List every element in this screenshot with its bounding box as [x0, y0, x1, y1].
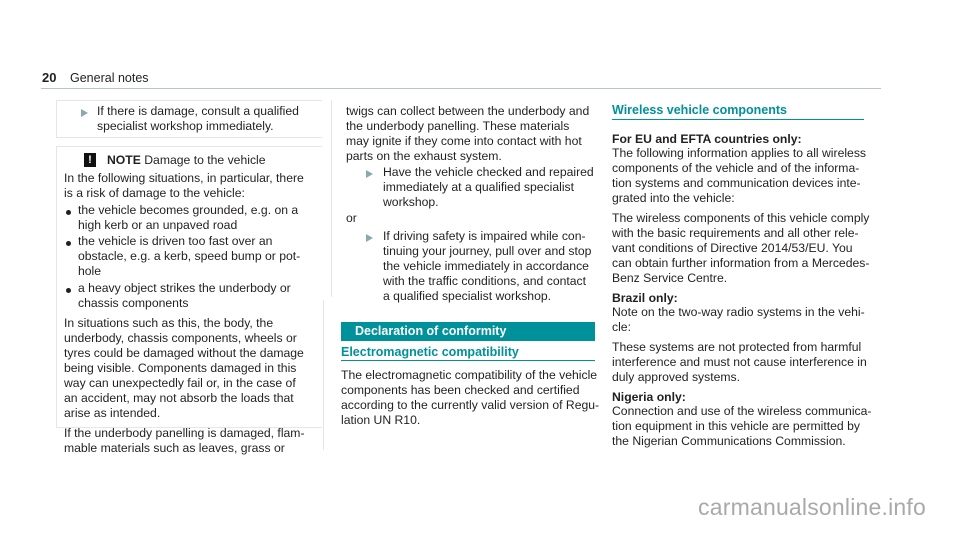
nigeria-heading: Nigeria only:: [612, 390, 686, 404]
emc-text: The electromagnetic compatibility of the vehicle: [341, 368, 598, 382]
eu-text: The wireless components of this vehicle comply: [612, 211, 870, 225]
note-paragraph-line: way can unexpectedly fail or, in the case of: [64, 376, 296, 390]
eu-heading: For EU and EFTA countries only:: [612, 132, 802, 146]
eu-text: vant conditions of Directive 2014/53/EU. You: [612, 241, 853, 255]
bullet-text: the vehicle is driven too fast over an: [78, 234, 273, 248]
note-paragraph-line: an accident, may not absorb the loads that: [64, 391, 294, 405]
section-title: Declaration of conformity: [355, 324, 507, 338]
step-text: immediately at a qualified specialist: [383, 180, 575, 194]
emc-text: components has been checked and certified: [341, 383, 580, 397]
eu-text: Benz Service Centre.: [612, 271, 728, 285]
note-paragraph-line: In situations such as this, the body, the: [64, 316, 274, 330]
warning-icon: !: [84, 153, 96, 167]
eu-text: grated into the vehicle:: [612, 191, 735, 205]
instruction-line: specialist workshop immediately.: [97, 119, 274, 133]
brazil-text: interference and must not cause interference in: [612, 355, 867, 369]
brazil-text: These systems are not protected from harmful: [612, 340, 862, 354]
wireless-section-title: Wireless vehicle components: [612, 103, 787, 117]
watermark-link[interactable]: carmanualsonline.info: [698, 494, 926, 520]
note-continuation-line: may ignite if they come into contact with hot: [346, 134, 582, 148]
nigeria-text: tion equipment in this vehicle are permitted by: [612, 419, 860, 433]
bullet-text: high kerb or an unpaved road: [78, 218, 238, 232]
nigeria-text: the Nigerian Communications Commission.: [612, 434, 846, 448]
step-text: a qualified specialist workshop.: [383, 289, 552, 303]
note-paragraph-line: mable materials such as leaves, grass or: [64, 441, 285, 455]
header-rule: [41, 88, 881, 89]
column-divider: [323, 300, 324, 450]
wireless-title-rule: [612, 119, 864, 120]
note-intro: In the following situations, in particular, there: [64, 171, 304, 185]
brazil-text: cle:: [612, 320, 631, 334]
note-paragraph-line: arise as intended.: [64, 406, 161, 420]
step-text: the vehicle immediately in accordance: [383, 259, 589, 273]
section-title-bar: [341, 322, 595, 341]
step-text: with the traffic conditions, and contact: [383, 274, 587, 288]
note-paragraph-line: being visible. Components damaged in this: [64, 361, 297, 375]
emc-text: according to the currently valid version of Regu-: [341, 398, 600, 412]
bullet-icon: [66, 288, 71, 293]
step-arrow-icon: [366, 170, 373, 178]
eu-text: can obtain further information from a Mercedes-: [612, 256, 870, 270]
bullet-icon: [66, 210, 71, 215]
note-heading: [107, 153, 266, 168]
note-paragraph-line: If the underbody panelling is damaged, flam-: [64, 426, 305, 440]
bullet-text: hole: [78, 264, 102, 278]
bullet-text: obstacle, e.g. a kerb, speed bump or pot-: [78, 249, 301, 263]
note-continuation-line: the underbody panelling. These materials: [346, 119, 570, 133]
note-continuation-line: twigs can collect between the underbody and: [346, 104, 590, 118]
step-text: tinuing your journey, pull over and stop: [383, 244, 592, 258]
step-text: workshop.: [383, 195, 439, 209]
step-text: If driving safety is impaired while con-: [383, 229, 586, 243]
note-heading-text: Damage to the vehicle: [144, 153, 266, 167]
nigeria-text: Connection and use of the wireless communica-: [612, 404, 872, 418]
note-continuation-bar: [331, 100, 332, 297]
step-arrow-icon: [366, 234, 373, 242]
note-paragraph-line: tyres could be damaged without the damage: [64, 346, 304, 360]
bullet-text: the vehicle becomes grounded, e.g. on a: [78, 203, 299, 217]
subsection-title: Electromagnetic compatibility: [341, 345, 519, 359]
brazil-text: duly approved systems.: [612, 370, 741, 384]
note-continuation-line: parts on the exhaust system.: [346, 149, 502, 163]
page-number: 20: [42, 70, 57, 85]
subsection-rule: [341, 360, 595, 361]
note-paragraph-line: underbody, chassis components, wheels or: [64, 331, 297, 345]
note-intro: is a risk of damage to the vehicle:: [64, 186, 245, 200]
eu-text: with the basic requirements and all other rele-: [612, 226, 859, 240]
bullet-icon: [66, 241, 71, 246]
note-label: NOTE: [107, 153, 141, 167]
brazil-text: Note on the two-way radio systems in the vehi-: [612, 305, 865, 319]
instruction-line: If there is damage, consult a qualified: [97, 104, 299, 118]
bullet-text: chassis components: [78, 296, 189, 310]
eu-text: tion systems and communication devices inte-: [612, 176, 861, 190]
eu-text: components of the vehicle and of the informa-: [612, 161, 860, 175]
brazil-heading: Brazil only:: [612, 291, 678, 305]
step-text: Have the vehicle checked and repaired: [383, 165, 594, 179]
eu-text: The following information applies to all wireless: [612, 146, 867, 160]
or-separator: or: [346, 211, 357, 225]
emc-text: lation UN R10.: [341, 413, 421, 427]
bullet-text: a heavy object strikes the underbody or: [78, 281, 291, 295]
page-header-title: General notes: [70, 71, 149, 85]
step-arrow-icon: [81, 109, 88, 117]
